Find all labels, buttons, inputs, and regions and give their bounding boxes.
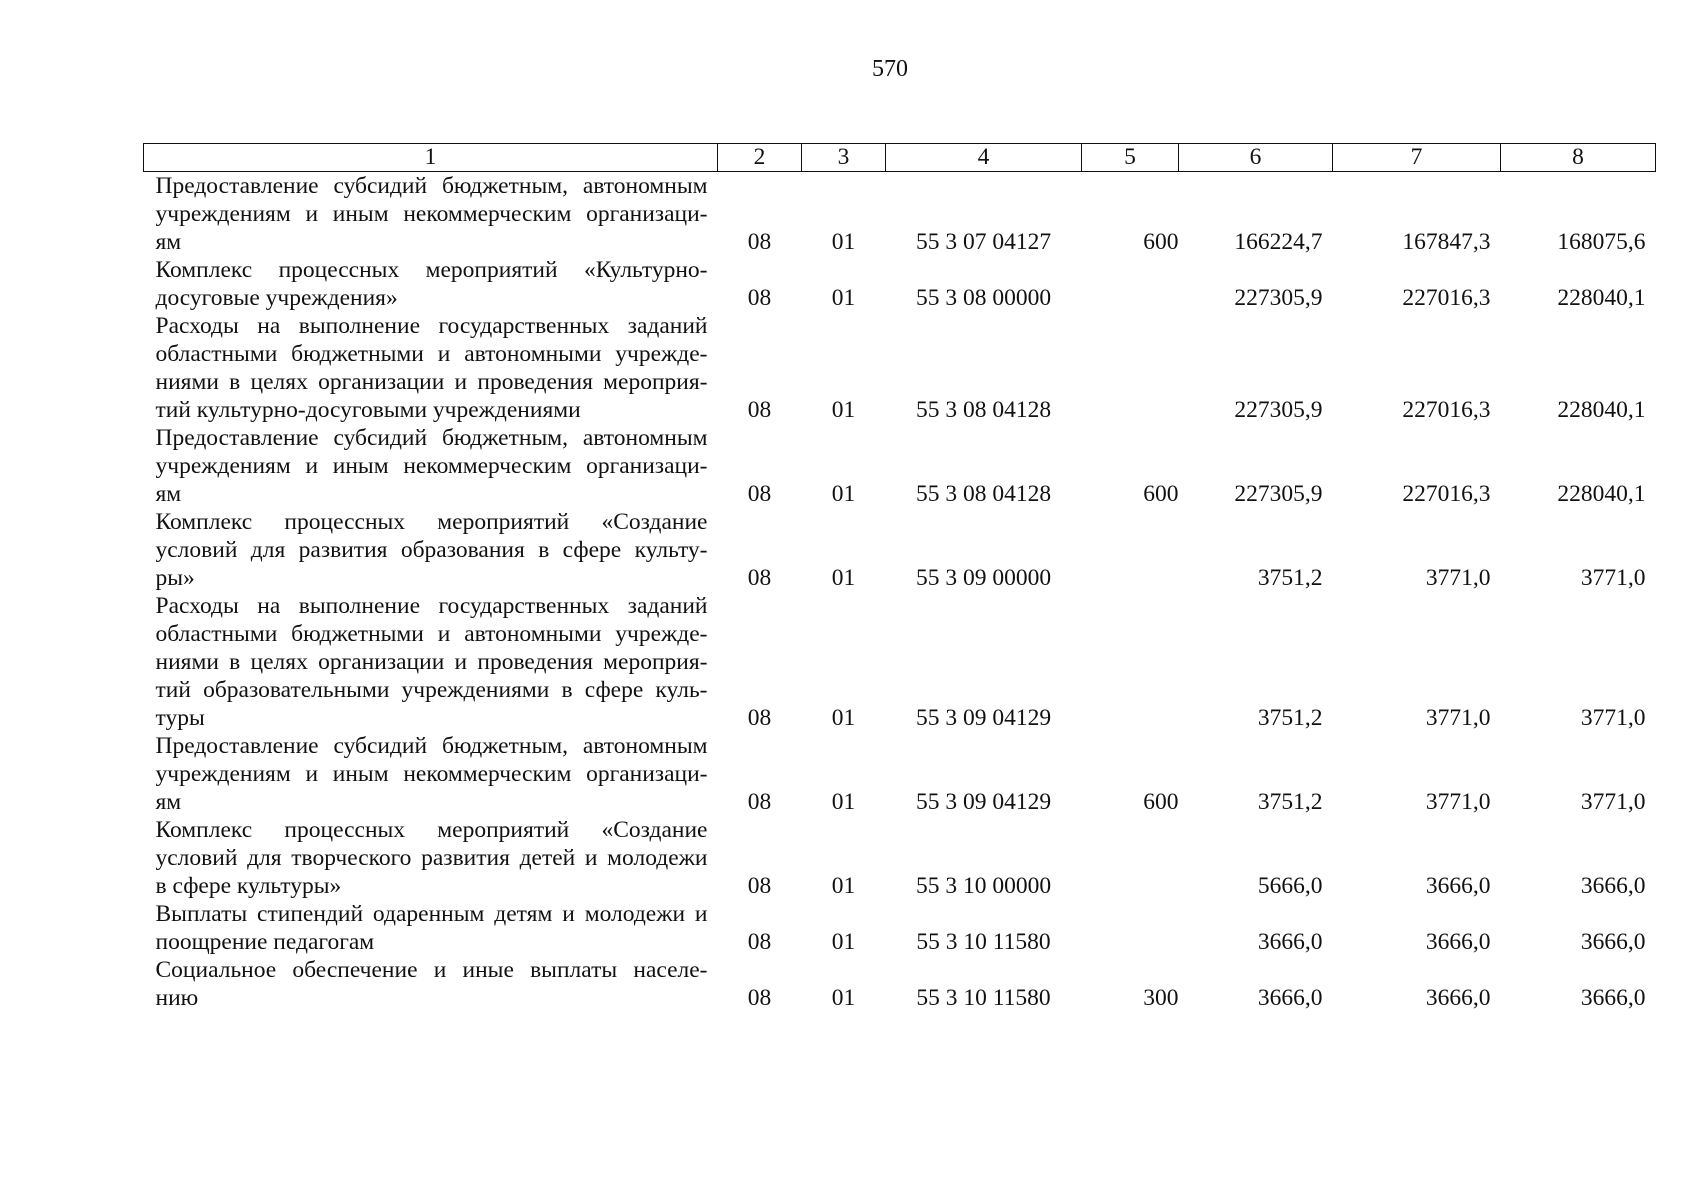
year-1-amount-cell: 3751,2 <box>1257 705 1323 731</box>
row-name-line: ры» <box>155 565 195 591</box>
row-name-line: досуговые учреждения» <box>155 285 398 311</box>
column-header-name: 1 <box>144 144 718 172</box>
year-1-amount-cell: 3751,2 <box>1257 789 1323 815</box>
year-3-amount-cell: 168075,6 <box>1557 229 1646 255</box>
table-row <box>144 172 1656 257</box>
table-row <box>144 312 1656 424</box>
target-code-cell: 55 3 08 04128 <box>915 481 1052 507</box>
year-3-amount-cell: 3666,0 <box>1580 929 1646 955</box>
section-cell: 08 <box>747 873 772 899</box>
row-name-line: ям <box>155 481 182 507</box>
subsection-cell: 01 <box>831 789 856 815</box>
year-2-amount-cell: 167847,3 <box>1402 229 1491 255</box>
row-name-line: в сфере культуры» <box>155 873 342 899</box>
section-cell: 08 <box>747 985 772 1011</box>
section-cell: 08 <box>747 397 772 423</box>
year-1-amount-cell: 227305,9 <box>1234 285 1323 311</box>
row-name-cell <box>144 816 718 900</box>
table-header-row <box>144 144 1656 172</box>
row-name-line: Расходы на выполнение государственных заданий <box>155 313 708 339</box>
year-2-amount-cell: 227016,3 <box>1402 397 1491 423</box>
column-header-expense-type: 5 <box>1082 144 1179 172</box>
column-header-subsection: 3 <box>802 144 886 172</box>
target-code-cell: 55 3 08 00000 <box>915 285 1052 311</box>
page-number: 570 <box>872 56 908 82</box>
expense-type-cell: 600 <box>1143 481 1179 507</box>
year-3-amount-cell: 3666,0 <box>1580 985 1646 1011</box>
row-name-cell <box>144 256 718 312</box>
section-cell: 08 <box>747 481 772 507</box>
row-name-line: нию <box>155 985 199 1011</box>
year-3-amount-cell: 228040,1 <box>1557 481 1646 507</box>
section-cell: 08 <box>747 285 772 311</box>
expense-type-cell: 600 <box>1143 789 1179 815</box>
row-name-line: Социальное обеспечение и иные выплаты населе- <box>155 957 708 983</box>
subsection-cell: 01 <box>831 985 856 1011</box>
row-name-line: Предоставление субсидий бюджетным, автономным <box>155 173 708 199</box>
section-cell: 08 <box>747 705 772 731</box>
year-3-amount-cell: 3771,0 <box>1580 705 1646 731</box>
row-name-line: учреждениям и иным некоммерческим организаци- <box>155 201 708 227</box>
subsection-cell: 01 <box>831 229 856 255</box>
section-cell: 08 <box>747 229 772 255</box>
year-2-amount-cell: 3666,0 <box>1425 929 1491 955</box>
year-2-amount-cell: 3771,0 <box>1425 705 1491 731</box>
row-name-line: Расходы на выполнение государственных заданий <box>155 593 708 619</box>
expense-type-cell <box>1082 900 1179 956</box>
subsection-cell: 01 <box>831 481 856 507</box>
row-name-line: ниями в целях организации и проведения мероприя- <box>155 649 708 675</box>
column-header-year-1: 6 <box>1179 144 1333 172</box>
column-header-target-code: 4 <box>886 144 1082 172</box>
year-3-amount-cell: 3771,0 <box>1580 565 1646 591</box>
year-2-amount-cell: 3771,0 <box>1425 789 1491 815</box>
year-2-amount-cell: 3666,0 <box>1425 985 1491 1011</box>
year-1-amount-cell: 3751,2 <box>1257 565 1323 591</box>
row-name-line: областными бюджетными и автономными учрежде- <box>155 341 708 367</box>
row-name-line: Выплаты стипендий одаренным детям и молодежи и <box>155 901 708 927</box>
target-code-cell: 55 3 10 11580 <box>916 929 1051 955</box>
target-code-cell: 55 3 09 04129 <box>915 705 1052 731</box>
expense-type-cell <box>1082 816 1179 900</box>
row-name-line: туры <box>155 705 205 731</box>
target-code-cell: 55 3 08 04128 <box>915 397 1052 423</box>
year-1-amount-cell: 227305,9 <box>1234 481 1323 507</box>
table-row <box>144 508 1656 592</box>
row-name-cell <box>144 592 718 732</box>
target-code-cell: 55 3 10 00000 <box>915 873 1052 899</box>
target-code-cell: 55 3 09 04129 <box>915 789 1052 815</box>
target-code-cell: 55 3 10 11580 <box>916 985 1051 1011</box>
row-name-line: тий образовательными учреждениями в сфере куль- <box>155 677 708 703</box>
year-1-amount-cell: 5666,0 <box>1257 873 1323 899</box>
year-1-amount-cell: 3666,0 <box>1257 985 1323 1011</box>
expense-type-cell <box>1082 592 1179 732</box>
row-name-line: ям <box>155 229 182 255</box>
row-name-line: ниями в целях организации и проведения мероприя- <box>155 369 708 395</box>
year-2-amount-cell: 3666,0 <box>1425 873 1491 899</box>
row-name-cell <box>144 732 718 816</box>
expense-type-cell <box>1082 312 1179 424</box>
year-2-amount-cell: 3771,0 <box>1425 565 1491 591</box>
table-row <box>144 424 1656 508</box>
row-name-cell <box>144 312 718 424</box>
row-name-line: условий для творческого развития детей и молодежи <box>155 845 708 871</box>
table-row <box>144 256 1656 312</box>
expense-type-cell: 300 <box>1143 985 1179 1011</box>
subsection-cell: 01 <box>831 929 856 955</box>
year-3-amount-cell: 228040,1 <box>1557 285 1646 311</box>
subsection-cell: 01 <box>831 705 856 731</box>
row-name-line: учреждениям и иным некоммерческим организаци- <box>155 761 708 787</box>
target-code-cell: 55 3 09 00000 <box>915 565 1052 591</box>
section-cell: 08 <box>747 565 772 591</box>
table-row <box>144 956 1656 1012</box>
row-name-cell <box>144 508 718 592</box>
table-row <box>144 816 1656 900</box>
table-row <box>144 732 1656 816</box>
row-name-line: Комплекс процессных мероприятий «Создание <box>155 509 708 535</box>
subsection-cell: 01 <box>831 873 856 899</box>
column-header-year-3: 8 <box>1501 144 1656 172</box>
row-name-line: условий для развития образования в сфере культу- <box>155 537 708 563</box>
budget-table <box>143 143 1656 1012</box>
row-name-line: областными бюджетными и автономными учрежде- <box>155 621 708 647</box>
subsection-cell: 01 <box>831 285 856 311</box>
table-row <box>144 900 1656 956</box>
row-name-line: Комплекс процессных мероприятий «Культурно- <box>155 257 708 283</box>
row-name-line: ям <box>155 789 182 815</box>
subsection-cell: 01 <box>831 397 856 423</box>
target-code-cell: 55 3 07 04127 <box>915 229 1052 255</box>
row-name-line: поощрение педагогам <box>155 929 375 955</box>
row-name-cell <box>144 956 718 1012</box>
year-1-amount-cell: 3666,0 <box>1257 929 1323 955</box>
year-3-amount-cell: 3771,0 <box>1580 789 1646 815</box>
row-name-line: Комплекс процессных мероприятий «Создание <box>155 817 708 843</box>
table-row <box>144 592 1656 732</box>
row-name-cell <box>144 172 718 257</box>
year-2-amount-cell: 227016,3 <box>1402 481 1491 507</box>
expense-type-cell <box>1082 508 1179 592</box>
row-name-line: Предоставление субсидий бюджетным, автономным <box>155 733 708 759</box>
section-cell: 08 <box>747 929 772 955</box>
row-name-line: Предоставление субсидий бюджетным, автономным <box>155 425 708 451</box>
row-name-line: учреждениям и иным некоммерческим организаци- <box>155 453 708 479</box>
row-name-line: тий культурно-досуговыми учреждениями <box>155 397 581 423</box>
year-3-amount-cell: 228040,1 <box>1557 397 1646 423</box>
year-2-amount-cell: 227016,3 <box>1402 285 1491 311</box>
year-1-amount-cell: 166224,7 <box>1234 229 1323 255</box>
year-3-amount-cell: 3666,0 <box>1580 873 1646 899</box>
section-cell: 08 <box>747 789 772 815</box>
row-name-cell <box>144 424 718 508</box>
subsection-cell: 01 <box>831 565 856 591</box>
column-header-year-2: 7 <box>1333 144 1501 172</box>
column-header-section: 2 <box>718 144 802 172</box>
expense-type-cell <box>1082 256 1179 312</box>
row-name-cell <box>144 900 718 956</box>
expense-type-cell: 600 <box>1143 229 1179 255</box>
year-1-amount-cell: 227305,9 <box>1234 397 1323 423</box>
